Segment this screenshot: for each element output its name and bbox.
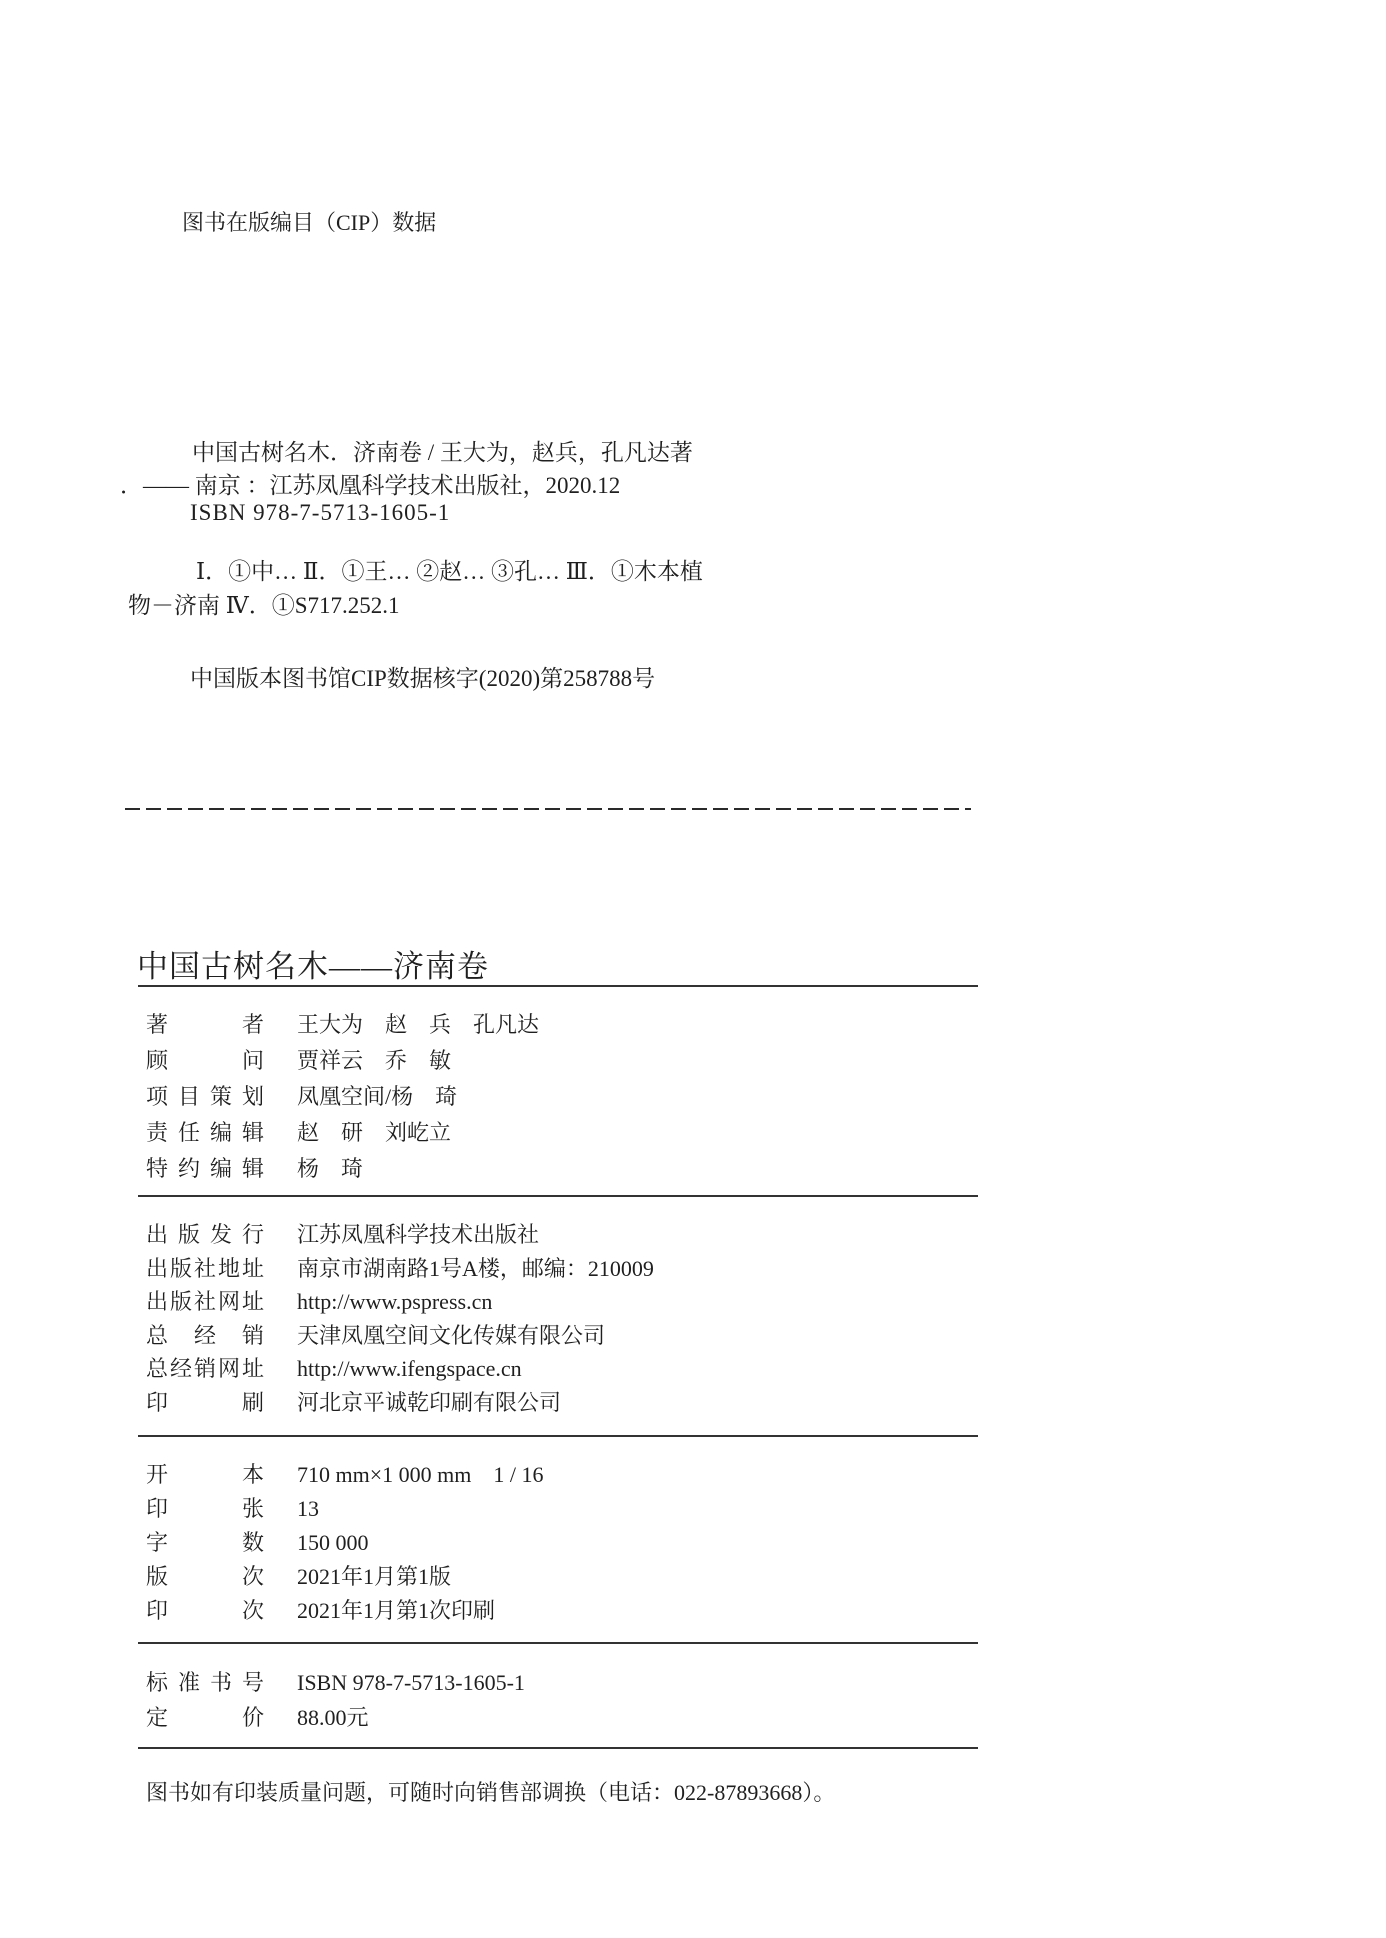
divider-under-publishing (138, 1435, 978, 1437)
row-value: ISBN 978-7-5713-1605-1 (297, 1670, 525, 1695)
row-label: 字数 (146, 1530, 264, 1555)
row-label: 特约编辑 (146, 1156, 264, 1181)
format-row (146, 1458, 543, 1492)
credits-section (146, 1008, 539, 1188)
row-label: 印次 (146, 1598, 264, 1623)
row-label: 印张 (146, 1496, 264, 1521)
row-value: 凤凰空间/杨 琦 (297, 1084, 458, 1109)
dashed-divider (125, 808, 971, 810)
row-label: 顾问 (146, 1048, 264, 1073)
row-label: 责任编辑 (146, 1120, 264, 1145)
cip-classification-line-1: Ⅰ．①中… Ⅱ．①王… ②赵… ③孔… Ⅲ．①木本植 (196, 559, 703, 584)
row-value: 710 mm×1 000 mm 1 / 16 (297, 1462, 544, 1487)
row-label: 出版社网址 (146, 1289, 264, 1314)
row-value: 2021年1月第1次印刷 (297, 1598, 496, 1623)
cip-isbn-line: ISBN 978-7-5713-1605-1 (190, 500, 451, 525)
cip-classification-line-2: 物－济南 Ⅳ．①S717.252.1 (128, 593, 400, 618)
row-value: 江苏凤凰科学技术出版社 (297, 1222, 540, 1247)
format-row (146, 1492, 543, 1526)
credits-row (146, 1116, 539, 1152)
publishing-row (146, 1218, 654, 1252)
cip-header: 图书在版编目（CIP）数据 (182, 210, 437, 235)
row-value: 南京市湖南路1号A楼，邮编：210009 (297, 1255, 654, 1281)
row-label: 开本 (146, 1462, 264, 1487)
row-value: 150 000 (297, 1530, 369, 1555)
row-value: 贾祥云 乔 敏 (297, 1048, 452, 1073)
row-label: 出版发行 (146, 1222, 264, 1247)
row-label: 标准书号 (146, 1670, 264, 1695)
quality-notice: 图书如有印装质量问题，可随时向销售部调换（电话：022-87893668）。 (146, 1780, 836, 1805)
format-row (146, 1594, 543, 1628)
credits-row (146, 1080, 539, 1116)
row-value: 2021年1月第1版 (297, 1564, 452, 1589)
row-label: 总经销 (146, 1322, 264, 1348)
divider-under-credits (138, 1195, 978, 1197)
row-label: 出版社地址 (146, 1255, 264, 1281)
row-value: 88.00元 (297, 1705, 369, 1730)
row-label: 印刷 (146, 1389, 264, 1415)
cip-title-line: 中国古树名木．济南卷 / 王大为，赵兵，孔凡达著 (192, 440, 693, 465)
row-value: 河北京平诚乾印刷有限公司 (297, 1389, 562, 1415)
isbn-price-section (146, 1666, 525, 1736)
publishing-row (146, 1386, 654, 1420)
divider-under-title (138, 985, 978, 987)
price-row (146, 1701, 525, 1736)
row-value: 赵 研 刘屹立 (297, 1120, 452, 1145)
divider-under-format (138, 1642, 978, 1644)
row-value: 13 (297, 1496, 319, 1521)
row-label: 总经销网址 (146, 1356, 264, 1381)
row-label: 定价 (146, 1705, 264, 1730)
publishing-row (146, 1285, 654, 1319)
cip-record-number: 中国版本图书馆CIP数据核字(2020)第258788号 (190, 666, 656, 691)
credits-row (146, 1044, 539, 1080)
row-label: 版次 (146, 1564, 264, 1589)
format-row (146, 1560, 543, 1594)
isbn-row (146, 1666, 525, 1701)
row-value: 天津凤凰空间文化传媒有限公司 (297, 1322, 606, 1348)
row-value: http://www.ifengspace.cn (297, 1356, 522, 1381)
row-value: http://www.pspress.cn (297, 1289, 493, 1314)
publishing-row (146, 1319, 654, 1353)
row-label: 项目策划 (146, 1084, 264, 1109)
credits-row (146, 1008, 539, 1044)
publishing-row (146, 1252, 654, 1286)
credits-row (146, 1152, 539, 1188)
row-value: 杨 琦 (297, 1156, 364, 1181)
format-section (146, 1458, 543, 1628)
publishing-section (146, 1218, 654, 1419)
format-row (146, 1526, 543, 1560)
book-title: 中国古树名木——济南卷 (137, 949, 489, 984)
row-label: 著者 (146, 1012, 264, 1037)
cip-publisher-line: ．—— 南京 ：江苏凤凰科学技术出版社，2020.12 (120, 473, 621, 498)
divider-under-isbn (138, 1747, 978, 1749)
publishing-row (146, 1352, 654, 1386)
row-value: 王大为 赵 兵 孔凡达 (297, 1012, 540, 1037)
